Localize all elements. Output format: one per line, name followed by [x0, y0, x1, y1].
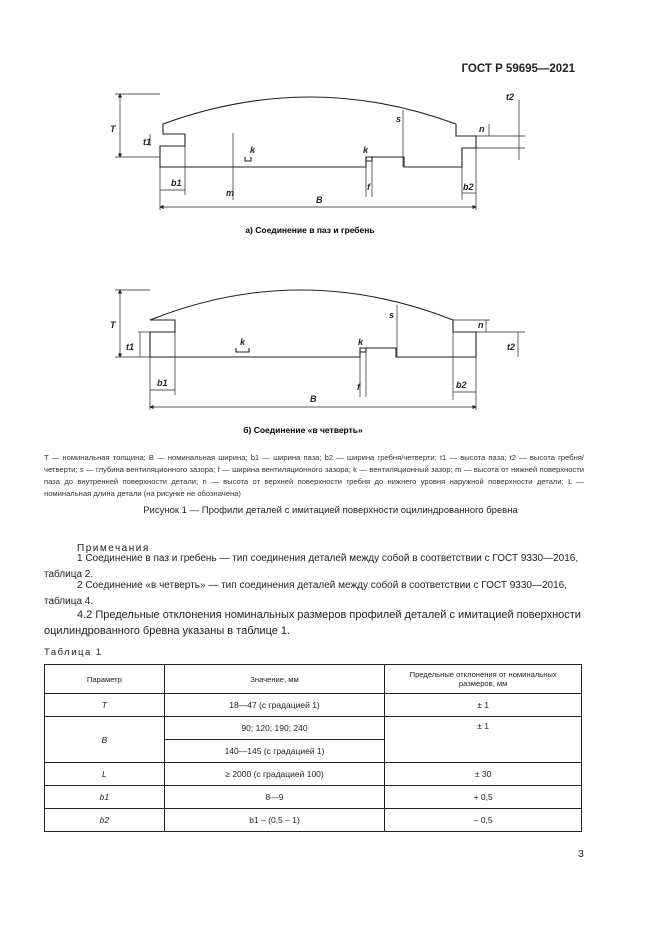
figure-a-label-b2: b2 — [463, 182, 474, 192]
cell-value: 90; 120; 190; 240 — [164, 717, 385, 740]
note-1: 1 Соединение в паз и гребень — тип соединения деталей между собой в соответствии с ГОСТ 9330—2016, таблица 2. — [44, 553, 579, 580]
figure-a-label-b1: b1 — [171, 178, 182, 188]
figure-a-label-m: m — [226, 188, 235, 198]
cell-value: 140—145 (с градацией 1) — [164, 740, 385, 763]
header-value: Значение, мм — [164, 665, 385, 694]
table-caption: Таблица 1 — [44, 647, 103, 658]
cell-value: b1 – (0,5 – 1) — [164, 809, 385, 832]
figure-legend: T — номинальная толщина; B — номинальная ширина; b1 — ширина паза; b2 — ширина гребня/четверти; t1 — высота паза; t2 — высота гребня/четверти; s — глубина вентиляционного зазора; f — ширина вентиляционного зазора; k — вентиляционный зазор; m — высота от нижней поверхности паза до внутренней поверхности детали; n — высота от верхней поверхности гребня до нижнего уровня наружной поверхности детали; L — номинальная длина детали (на рисунке не обозначена) — [44, 453, 584, 498]
table-row — [45, 763, 582, 786]
figure-a-label-t1: t1 — [143, 137, 152, 147]
figure-a-drawing — [115, 94, 525, 210]
figure-b-label-b2: b2 — [456, 380, 467, 390]
table-row — [45, 694, 582, 717]
cell-value: 18—47 (с градацией 1) — [164, 694, 385, 717]
figure-a-label-t2: t2 — [506, 92, 515, 102]
cell-dev: – 0,5 — [385, 809, 582, 832]
cell-param: B — [45, 717, 165, 763]
table-row — [45, 786, 582, 809]
figure-a-vent-k1 — [245, 157, 251, 161]
header-parameter: Параметр — [45, 665, 165, 694]
figure-a-label-T: T — [110, 124, 116, 134]
figure-a-label-B: B — [316, 195, 323, 205]
tolerance-table — [44, 664, 582, 832]
figure-a-caption: а) Соединение в паз и гребень — [245, 225, 375, 235]
cell-param: T — [45, 694, 165, 717]
figure-b-label-k1: k — [240, 337, 246, 347]
figure-a-vent-k2 — [366, 157, 372, 161]
figure-b-profile — [150, 290, 476, 357]
figure-a-label-k1: k — [250, 145, 256, 155]
figure-b-label-k2: k — [358, 337, 364, 347]
figure-a-label-s: s — [396, 114, 402, 124]
cell-param: b2 — [45, 809, 165, 832]
table-row — [45, 717, 582, 740]
figure-caption: Рисунок 1 — Профили деталей с имитацией поверхности оцилиндрованного бревна — [143, 505, 518, 516]
figure-b-label-t1: t1 — [126, 342, 135, 352]
cell-value: ≥ 2000 (с градацией 100) — [164, 763, 385, 786]
figure-b-label-s: s — [389, 310, 395, 320]
page-number: 3 — [578, 848, 584, 860]
table-row — [45, 809, 582, 832]
standard-number: ГОСТ Р 59695—2021 — [461, 63, 575, 75]
figure-b-label-f: f — [357, 382, 360, 392]
cell-param: L — [45, 763, 165, 786]
note-2: 2 Соединение «в четверть» — тип соединения деталей между собой в соответствии с ГОСТ 9330—2016, таблица 4. — [44, 580, 567, 607]
figure-a-label-f: f — [367, 182, 370, 192]
figure-a-label-k2: k — [363, 145, 369, 155]
cell-dev: ± 30 — [385, 763, 582, 786]
figure-a-profile — [160, 97, 476, 167]
table-header-row — [45, 665, 582, 694]
figure-b-label-t2: t2 — [507, 342, 516, 352]
paragraph-4-2: 4.2 Предельные отклонения номинальных размеров профилей деталей с имитацией поверхности оцилиндрованного бревна указаны в таблице 1. — [44, 609, 581, 637]
figure-b-drawing — [115, 290, 525, 410]
figure-b-vent-k2 — [360, 348, 366, 352]
cell-dev: + 0,5 — [385, 786, 582, 809]
figure-b-label-n: n — [478, 320, 484, 330]
figure-a-label-n: n — [479, 124, 485, 134]
cell-dev: ± 1 — [385, 694, 582, 717]
figure-b-vent-k1 — [236, 348, 249, 352]
cell-param: b1 — [45, 786, 165, 809]
cell-dev: ± 1 — [385, 717, 582, 763]
cell-value: 8—9 — [164, 786, 385, 809]
figure-b-caption: б) Соединение «в четверть» — [243, 425, 363, 435]
figure-drawings — [0, 0, 661, 445]
figure-b-label-b1: b1 — [157, 378, 168, 388]
figure-b-label-T: T — [110, 320, 116, 330]
header-deviation: Предельные отклонения от номинальных размеров, мм — [385, 665, 582, 694]
figure-b-label-B: B — [310, 394, 317, 404]
notes-heading: Примечания — [77, 543, 150, 554]
